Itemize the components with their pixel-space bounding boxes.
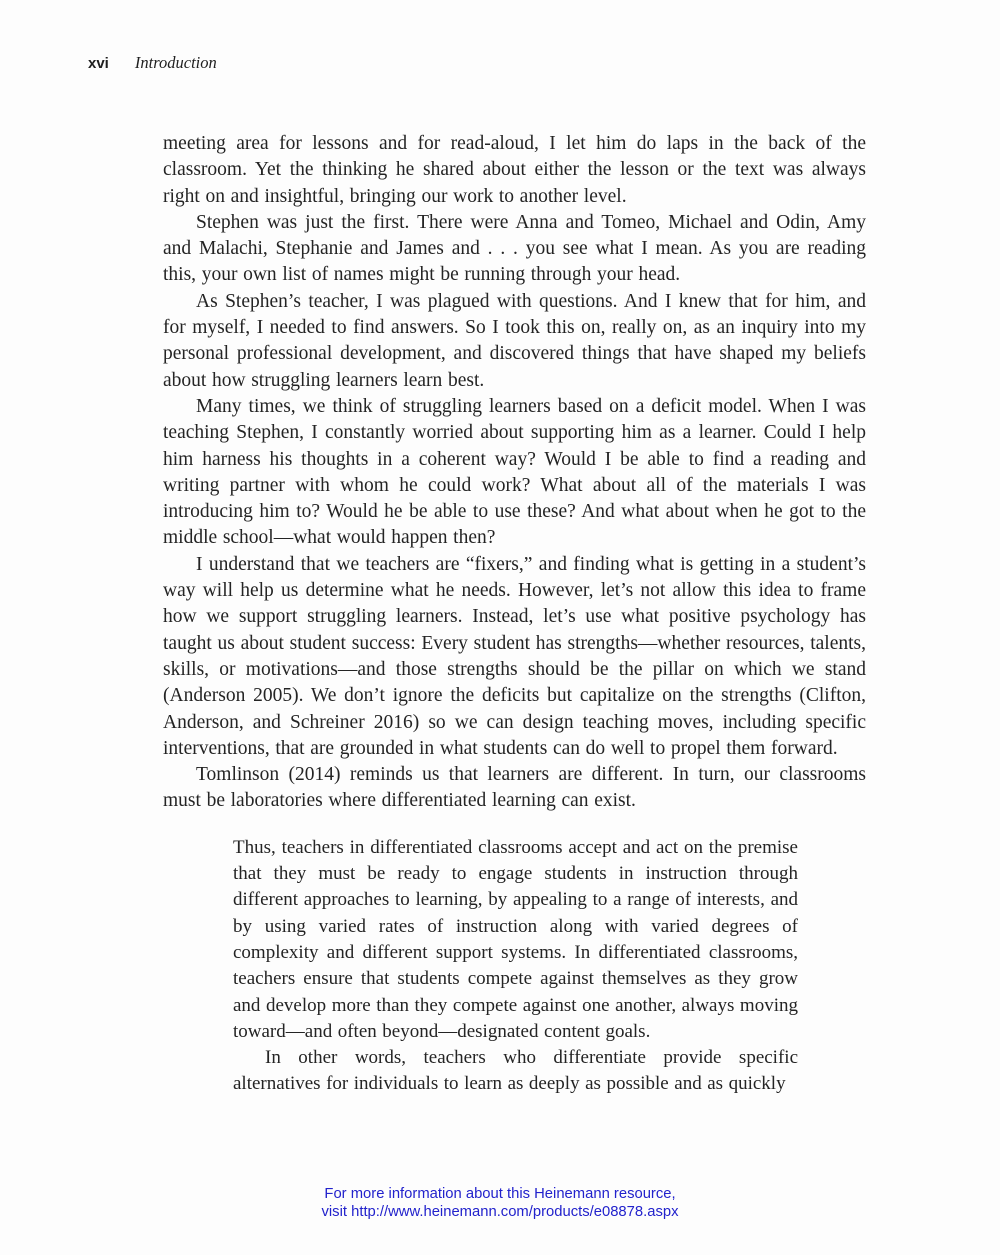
- paragraph: As Stephen’s teacher, I was plagued with questions. And I knew that for him, and for myself, I needed to find answers. So I took this on, really on, as an inquiry into my personal professional development, and discovered things that have shaped my beliefs about how struggling learners learn best.: [163, 290, 866, 391]
- paragraph: Tomlinson (2014) reminds us that learners are different. In turn, our classrooms must be laboratories where differentiated learning can exist.: [163, 764, 866, 812]
- running-header: [88, 53, 217, 73]
- footer-url-link[interactable]: http://www.heinemann.com/products/e08878.aspx: [351, 1203, 679, 1220]
- body-text-column: [163, 131, 866, 1098]
- footer-note: [0, 1186, 1000, 1221]
- footer-line-2: [0, 1204, 1000, 1222]
- footer-visit-label: visit: [321, 1203, 352, 1220]
- paragraph: Many times, we think of struggling learners based on a deficit model. When I was teaching Stephen, I constantly worried about supporting him as a learner. Could I help him harness his thoughts in a coherent way? Would I be able to find a reading and writing partner with whom he could work? What about all of the materials I was introducing him to? Would he be able to use these? And what about when he got to the middle school—what would happen then?: [163, 395, 866, 549]
- running-head-title: Introduction: [134, 53, 217, 72]
- paragraph: In other words, teachers who differentiate provide specific alternatives for individuals to learn as deeply as possible and as quickly: [233, 1047, 798, 1095]
- block-quote: [163, 835, 866, 1098]
- body-paragraphs: [163, 131, 866, 815]
- paragraph: Thus, teachers in differentiated classrooms accept and act on the premise that they must be ready to engage students in instruction through different approaches to learning, by appealing to a range of interests, and by using varied rates of instruction along with varied degrees of complexity and different support systems. In differentiated classrooms, teachers ensure that students compete against themselves as they grow and develop more than they compete against one another, always moving toward—and often beyond—designated content goals.: [233, 836, 798, 1042]
- paragraph: meeting area for lessons and for read-aloud, I let him do laps in the back of the classroom. Yet the thinking he shared about either the lesson or the text was always right on and insightful, bringing our work to another level.: [163, 133, 866, 207]
- paragraph: Stephen was just the first. There were Anna and Tomeo, Michael and Odin, Amy and Malachi, Stephanie and James and . . . you see what I mean. As you are reading this, your own list of names might be running through your head.: [163, 211, 866, 286]
- footer-line-1: For more information about this Heinemann resource,: [324, 1186, 676, 1202]
- page-number: xvi: [88, 55, 109, 72]
- paragraph: I understand that we teachers are “fixers,” and finding what is getting in a student’s way will help us determine what he needs. However, let’s not allow this idea to frame how we support struggling learners. Instead, let’s use what positive psychology has taught us about student success: Every student has strengths—whether resources, talents, skills, or motivations—and those strengths should be the pillar on which we stand (Anderson 2005). We don’t ignore the deficits but capitalize on the strengths (Clifton, Anderson, and Schreiner 2016) so we can design teaching moves, including specific interventions, that are grounded in what students can do well to propel them forward.: [163, 553, 866, 759]
